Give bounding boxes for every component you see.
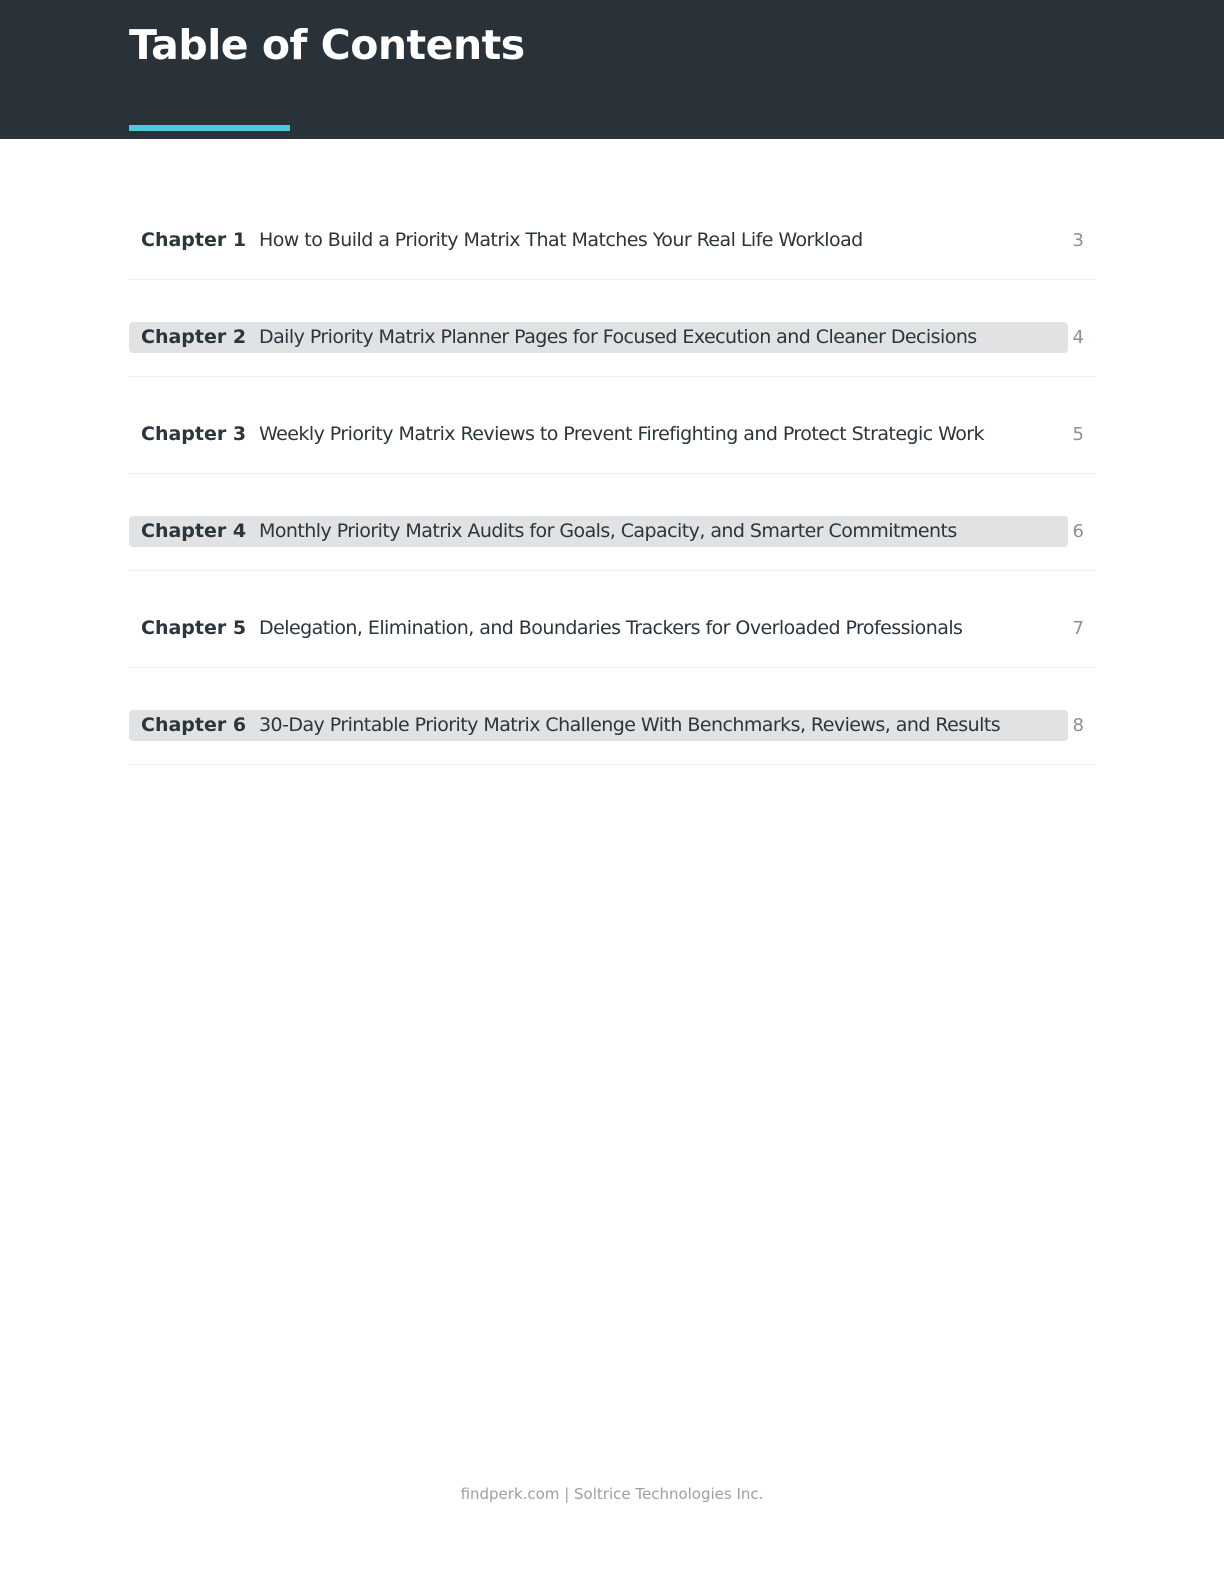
toc-entry-6[interactable] [129, 676, 1096, 773]
toc-entry-1[interactable] [129, 191, 1096, 288]
chapter-title[interactable]: Daily Priority Matrix Planner Pages for Focused Execution and Cleaner Decisions [259, 326, 977, 348]
toc-entry-4[interactable] [129, 482, 1096, 579]
chapter-page-number: 6 [1072, 521, 1084, 542]
dotted-divider [129, 473, 1096, 474]
chapter-page-number: 5 [1072, 424, 1084, 445]
table-of-contents [129, 191, 1096, 773]
chapter-page-number: 8 [1072, 715, 1084, 736]
dotted-divider [129, 667, 1096, 668]
dotted-divider [129, 570, 1096, 571]
dotted-divider [129, 764, 1096, 765]
chapter-title[interactable]: 30-Day Printable Priority Matrix Challenge With Benchmarks, Reviews, and Results [259, 714, 1001, 736]
toc-entry-5[interactable] [129, 579, 1096, 676]
toc-entry-2[interactable] [129, 288, 1096, 385]
chapter-title[interactable]: Weekly Priority Matrix Reviews to Prevent Firefighting and Protect Strategic Work [259, 423, 984, 445]
page-header [0, 0, 1224, 139]
chapter-title[interactable]: How to Build a Priority Matrix That Matches Your Real Life Workload [259, 229, 863, 251]
page-footer: findperk.com | Soltrice Technologies Inc. [460, 1485, 764, 1503]
chapter-page-number: 7 [1072, 618, 1084, 639]
dotted-divider [129, 279, 1096, 280]
page-title: Table of Contents [129, 21, 525, 69]
chapter-label: Chapter 3 [141, 423, 247, 445]
chapter-label: Chapter 2 [141, 326, 247, 348]
chapter-label: Chapter 5 [141, 617, 247, 639]
chapter-title[interactable]: Monthly Priority Matrix Audits for Goals, Capacity, and Smarter Commitments [259, 520, 957, 542]
dotted-divider [129, 376, 1096, 377]
chapter-page-number: 4 [1072, 327, 1084, 348]
chapter-title[interactable]: Delegation, Elimination, and Boundaries Trackers for Overloaded Professionals [259, 617, 963, 639]
chapter-label: Chapter 4 [141, 520, 247, 542]
chapter-page-number: 3 [1072, 230, 1084, 251]
title-accent-bar [129, 125, 290, 131]
chapter-label: Chapter 6 [141, 714, 247, 736]
toc-entry-3[interactable] [129, 385, 1096, 482]
chapter-label: Chapter 1 [141, 229, 247, 251]
